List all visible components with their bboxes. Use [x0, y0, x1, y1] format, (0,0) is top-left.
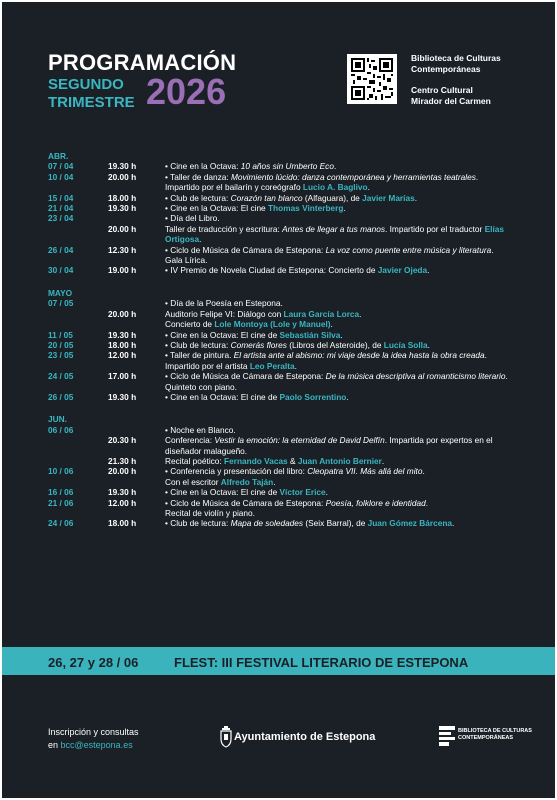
event-time: 20.00 h	[108, 223, 137, 234]
month-heading: MAYO	[48, 287, 73, 298]
event-text: • Cine en la Octava: El cine de Paolo Sorrentino.	[165, 391, 349, 402]
event-date: 10 / 06	[48, 466, 74, 477]
event-time: 12.00 h	[108, 350, 137, 361]
event-time: 18.00 h	[108, 339, 137, 350]
event-time: 19.30 h	[108, 161, 137, 172]
title-segundo: SEGUNDO	[48, 76, 124, 93]
contact-email-link[interactable]: bcc@estepona.es	[60, 740, 133, 750]
title-programacion: PROGRAMACIÓN	[48, 50, 237, 75]
event-time: 20.30 h	[108, 435, 137, 446]
poster	[2, 2, 555, 798]
event-row	[48, 392, 548, 402]
bcc-logo-icon	[439, 726, 455, 746]
venue-line: Biblioteca de Culturas	[411, 53, 501, 63]
bcc-logo-text	[458, 728, 532, 742]
event-time: 21.30 h	[108, 455, 137, 466]
event-date: 23 / 05	[48, 350, 74, 361]
event-row	[48, 213, 548, 223]
event-date: 07 / 04	[48, 161, 74, 172]
event-date: 23 / 04	[48, 213, 74, 224]
event-row	[48, 487, 548, 497]
event-text: • Ciclo de Música de Cámara de Estepona: Poesía, folklore e identidad. Recital de violín y piano.	[165, 497, 429, 518]
event-time: 20.00 h	[108, 466, 137, 477]
event-row	[48, 340, 548, 350]
contact-label: Inscripción y consultas	[48, 727, 139, 737]
event-row	[48, 298, 548, 308]
contact-prefix: en	[48, 740, 61, 750]
event-text: • Día de la Poesía en Estepona.	[165, 298, 283, 309]
event-date: 06 / 06	[48, 424, 74, 435]
venue-line: Centro Cultural	[411, 85, 473, 95]
event-text: Taller de traducción y escritura: Antes de llegar a tus manos. Impartido por el traductor Elías Ortigosa.	[165, 223, 504, 245]
event-time: 17.00 h	[108, 371, 137, 382]
event-row	[48, 466, 548, 487]
event-date: 21 / 04	[48, 203, 74, 214]
event-text: Recital poético: Fernando Vacas & Juan Antonio Bernier.	[165, 455, 385, 466]
event-text: • Día del Libro.	[165, 213, 220, 224]
event-row	[48, 203, 548, 213]
event-text: • Club de lectura: Comerás flores (Libros del Asteroide), de Lucía Solla.	[165, 339, 430, 350]
event-time: 19.30 h	[108, 203, 137, 214]
event-text: • Cine en la Octava: El cine de Víctor Erice.	[165, 487, 328, 498]
event-time: 18.00 h	[108, 192, 137, 203]
event-text: • Conferencia y presentación del libro: Cleopatra VII. Más allá del mito. Con el escritor Alfredo Taján.	[165, 466, 425, 487]
event-row	[48, 193, 548, 203]
month-heading: ABR.	[48, 151, 69, 161]
event-time: 19.00 h	[108, 265, 137, 276]
event-time: 19.30 h	[108, 329, 137, 340]
event-row	[48, 309, 548, 330]
event-row	[48, 498, 548, 519]
event-text: • Taller de pintura. El artista ante al abismo: mi viaje desde la idea hasta la obra creada. Impartido por el artista Leo Peralta.	[165, 350, 487, 371]
festival-title: FLEST: III FESTIVAL LITERARIO DE ESTEPONA	[174, 655, 469, 670]
event-row	[48, 265, 548, 275]
event-time: 19.30 h	[108, 487, 137, 498]
qr-code-icon[interactable]	[347, 54, 397, 104]
event-row	[48, 172, 548, 193]
event-row	[48, 245, 548, 266]
event-row	[48, 350, 548, 371]
event-date: 07 / 05	[48, 298, 74, 309]
event-row	[48, 425, 548, 435]
festival-banner	[2, 647, 555, 675]
event-time: 20.00 h	[108, 171, 137, 182]
event-date: 26 / 05	[48, 391, 74, 402]
event-text: • Club de lectura: Mapa de soledades (Seix Barral), de Juan Gómez Bárcena.	[165, 518, 455, 529]
event-date: 21 / 06	[48, 497, 74, 508]
venue-block	[411, 53, 501, 107]
crest-icon	[220, 726, 232, 748]
event-date: 24 / 06	[48, 518, 74, 529]
title-year: 2026	[146, 71, 227, 112]
event-text: • Cine en la Octava: El cine Thomas Vinterberg.	[165, 203, 346, 214]
event-row	[48, 518, 548, 528]
event-text: • Cine en la Octava: El cine de Sebastián Silva.	[165, 329, 343, 340]
event-time: 18.00 h	[108, 518, 137, 529]
bcc-logo-line: BIBLIOTECA DE CULTURAS	[458, 728, 532, 734]
event-text: • Taller de danza: Movimiento lúcido: danza contemporánea y herramientas teatrales. Impartido por el bailarín y coreógrafo Lucio A. Baglivo.	[165, 171, 479, 193]
event-date: 20 / 05	[48, 339, 74, 350]
event-text: Auditorio Felipe VI: Diálogo con Laura García Lorca. Concierto de Lole Montoya (Lole y Manuel).	[165, 308, 362, 330]
event-text: • Cine en la Octava: 10 años sin Umberto Eco.	[165, 161, 337, 172]
event-time: 19.30 h	[108, 391, 137, 402]
festival-dates: 26, 27 y 28 / 06	[48, 655, 139, 670]
event-time: 12.30 h	[108, 244, 137, 255]
schedule	[48, 151, 548, 529]
event-row	[48, 435, 548, 456]
title-trimestre: TRIMESTRE	[48, 94, 135, 111]
event-text: Conferencia: Vestir la emoción: la eternidad de David Delfín. Impartida por expertos en el diseñador malagueño.	[165, 435, 493, 456]
venue-line: Contemporáneas	[411, 64, 481, 74]
event-text: • Club de lectura: Corazón tan blanco (Alfaguara), de Javier Marías.	[165, 192, 418, 203]
event-time: 20.00 h	[108, 308, 137, 319]
event-date: 30 / 04	[48, 265, 74, 276]
event-date: 11 / 05	[48, 329, 73, 340]
bcc-logo-line: CONTEMPORÁNEAS	[458, 735, 514, 741]
event-date: 10 / 04	[48, 171, 74, 182]
event-text: • Ciclo de Música de Cámara de Estepona: La voz como puente entre música y literatura. Gala Lírica.	[165, 244, 494, 266]
event-row	[48, 330, 548, 340]
event-date: 26 / 04	[48, 244, 74, 255]
event-text: • IV Premio de Novela Ciudad de Estepona: Concierto de Javier Ojeda.	[165, 265, 430, 276]
event-date: 15 / 04	[48, 192, 74, 203]
event-text: • Ciclo de Música de Cámara de Estepona: De la música descriptiva al romanticismo literario. Quinteto con piano.	[165, 371, 508, 392]
ayuntamiento-logo-text: Ayuntamiento de Estepona	[234, 731, 376, 743]
event-row	[48, 224, 548, 245]
event-row	[48, 161, 548, 171]
event-date: 24 / 05	[48, 371, 74, 382]
event-text: • Noche en Blanco.	[165, 424, 236, 435]
event-row	[48, 456, 548, 466]
event-date: 16 / 06	[48, 487, 74, 498]
contact-info	[48, 726, 139, 752]
month-heading: JUN.	[48, 414, 67, 425]
venue-line: Mirador del Carmen	[411, 96, 491, 106]
event-time: 12.00 h	[108, 497, 137, 508]
event-row	[48, 371, 548, 392]
